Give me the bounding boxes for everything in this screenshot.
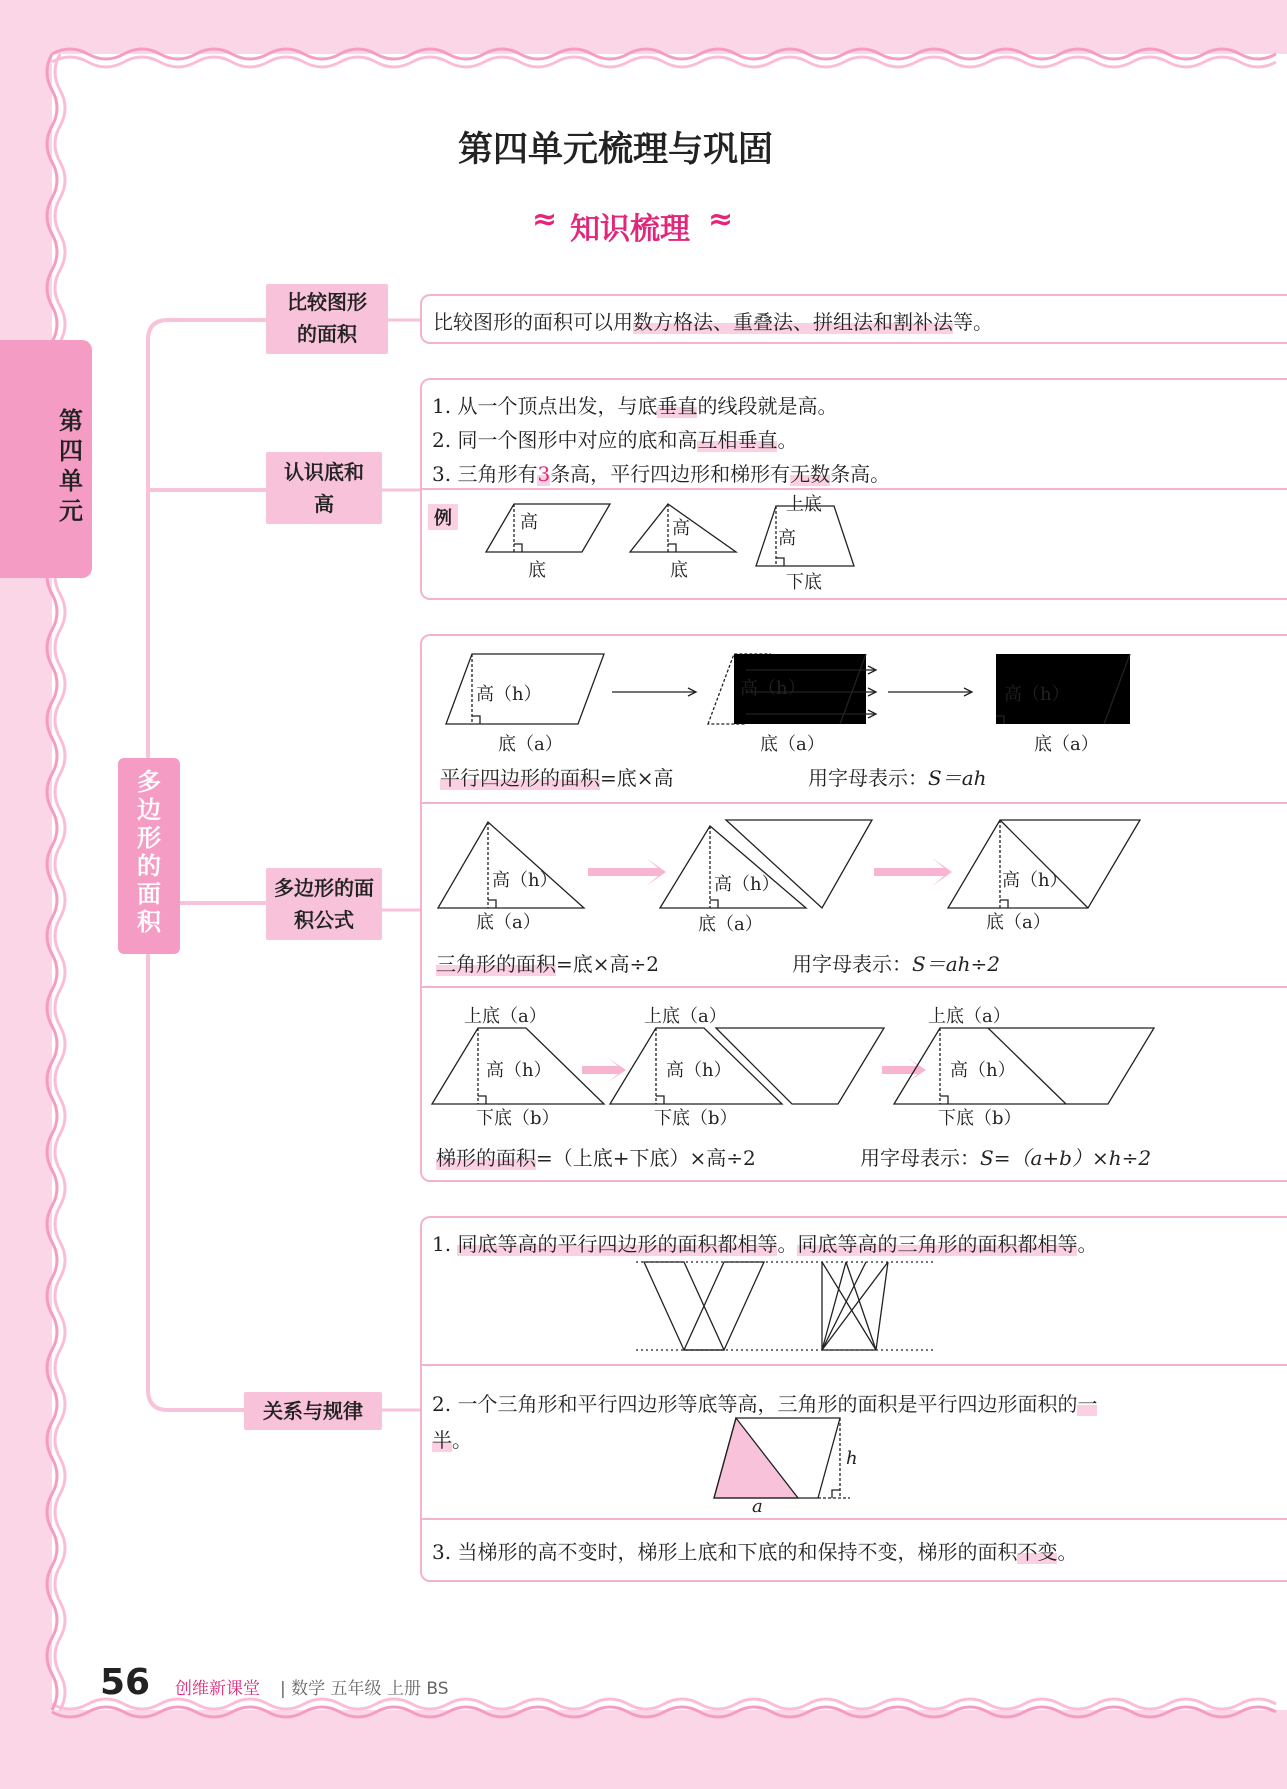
- tri1-height-label: 高（h）: [492, 870, 558, 891]
- example-para-base: 底: [528, 560, 546, 581]
- category-compare-area-label: 比较图形的面积: [287, 290, 367, 346]
- category-area-formulas: [266, 868, 382, 940]
- compare-methods: 数方格法、重叠法、拼组法和割补法: [633, 310, 953, 334]
- example-shapes: [486, 496, 906, 596]
- wave-right-icon: ≈: [708, 202, 734, 237]
- category-polygon-area-label: 多边形的面积: [137, 768, 161, 936]
- footer-brand: 创维新课堂: [175, 1679, 260, 1699]
- page-number: 56: [100, 1662, 151, 1703]
- tri2-height-label: 高（h）: [714, 874, 780, 895]
- half-area-a-label: a: [752, 1496, 763, 1517]
- category-area-formulas-label: 多边形的面积公式: [274, 876, 374, 932]
- tri2-base-label: 底（a）: [698, 914, 763, 935]
- relation-item-1: 1. 同底等高的平行四边形的面积都相等。同底等高的三角形的面积都相等。: [432, 1232, 1098, 1256]
- footer-info: | 数学 五年级 上册 BS: [280, 1679, 449, 1699]
- trapezoid-formula: 梯形的面积=（上底+下底）×高÷2: [436, 1146, 756, 1170]
- para3-height-label: 高（h）: [1004, 684, 1070, 705]
- trap1-top-label: 上底（a）: [464, 1006, 547, 1027]
- base-height-item-2: 2. 同一个图形中对应的底和高互相垂直。: [432, 428, 798, 452]
- divider: [422, 986, 1287, 988]
- para1-base-label: 底（a）: [498, 734, 563, 755]
- parallelogram-formula: 平行四边形的面积=底×高: [440, 766, 674, 790]
- relation-item-2-cont: 半。: [432, 1428, 472, 1452]
- trap1-bottom-label: 下底（b）: [476, 1108, 560, 1129]
- para3-base-label: 底（a）: [1034, 734, 1099, 755]
- category-base-height-label: 认识底和高: [284, 460, 364, 516]
- example-trap-bottom: 下底: [786, 572, 822, 593]
- wave-left-icon: ≈: [532, 202, 558, 237]
- trap1-height-label: 高（h）: [486, 1060, 552, 1081]
- parallelogram-transform-diagram: [440, 648, 1287, 738]
- trapezoid-transform-diagram: [428, 1016, 1287, 1116]
- divider: [422, 488, 1287, 490]
- trap2-bottom-label: 下底（b）: [654, 1108, 738, 1129]
- category-relations: [244, 1392, 382, 1430]
- para2-height-label: 高（h）: [740, 678, 806, 699]
- divider: [422, 1364, 1287, 1366]
- triangle-formula: 三角形的面积=底×高÷2: [436, 952, 659, 976]
- page-title: 第四单元梳理与巩固: [458, 130, 774, 170]
- para1-height-label: 高（h）: [476, 684, 542, 705]
- trap2-height-label: 高（h）: [666, 1060, 732, 1081]
- tri1-base-label: 底（a）: [476, 912, 541, 933]
- triangle-letters: 用字母表示：S＝ah÷2: [792, 952, 1000, 976]
- example-tri-base: 底: [670, 560, 688, 581]
- category-relations-label: 关系与规律: [263, 1399, 363, 1423]
- category-base-height: [266, 452, 382, 524]
- example-para-height: 高: [520, 512, 538, 533]
- example-tri-height: 高: [672, 518, 690, 539]
- triangle-transform-diagram: [434, 816, 1287, 916]
- example-trap-height: 高: [778, 528, 796, 549]
- trap3-height-label: 高（h）: [950, 1060, 1016, 1081]
- tri3-base-label: 底（a）: [986, 912, 1051, 933]
- category-compare-area: [266, 284, 388, 354]
- tri3-height-label: 高（h）: [1002, 870, 1068, 891]
- trap2-top-label: 上底（a）: [644, 1006, 727, 1027]
- compare-text: 比较图形的面积可以用数方格法、重叠法、拼组法和割补法等。: [433, 310, 993, 334]
- equal-base-height-diagram: [636, 1258, 956, 1358]
- base-height-item-3: 3. 三角形有3条高，平行四边形和梯形有无数条高。: [432, 462, 891, 486]
- trap3-top-label: 上底（a）: [928, 1006, 1011, 1027]
- half-area-h-label: h: [846, 1448, 858, 1469]
- example-badge: 例: [428, 504, 458, 530]
- relation-item-2: 2. 一个三角形和平行四边形等底等高，三角形的面积是平行四边形面积的一: [432, 1392, 1098, 1416]
- divider: [422, 1518, 1287, 1520]
- example-trap-top: 上底: [786, 494, 822, 515]
- trapezoid-letters: 用字母表示：S=（a+b）×h÷2: [860, 1146, 1152, 1170]
- para2-base-label: 底（a）: [760, 734, 825, 755]
- unit-side-tab-label: 第四单元: [59, 407, 83, 525]
- parallelogram-letters: 用字母表示：S＝ah: [808, 766, 987, 790]
- trap3-bottom-label: 下底（b）: [938, 1108, 1022, 1129]
- base-height-item-1: 1. 从一个顶点出发，与底垂直的线段就是高。: [432, 394, 838, 418]
- relation-item-3: 3. 当梯形的高不变时，梯形上底和下底的和保持不变，梯形的面积不变。: [432, 1540, 1078, 1564]
- section-subtitle: 知识梳理: [570, 212, 690, 247]
- divider: [422, 802, 1287, 804]
